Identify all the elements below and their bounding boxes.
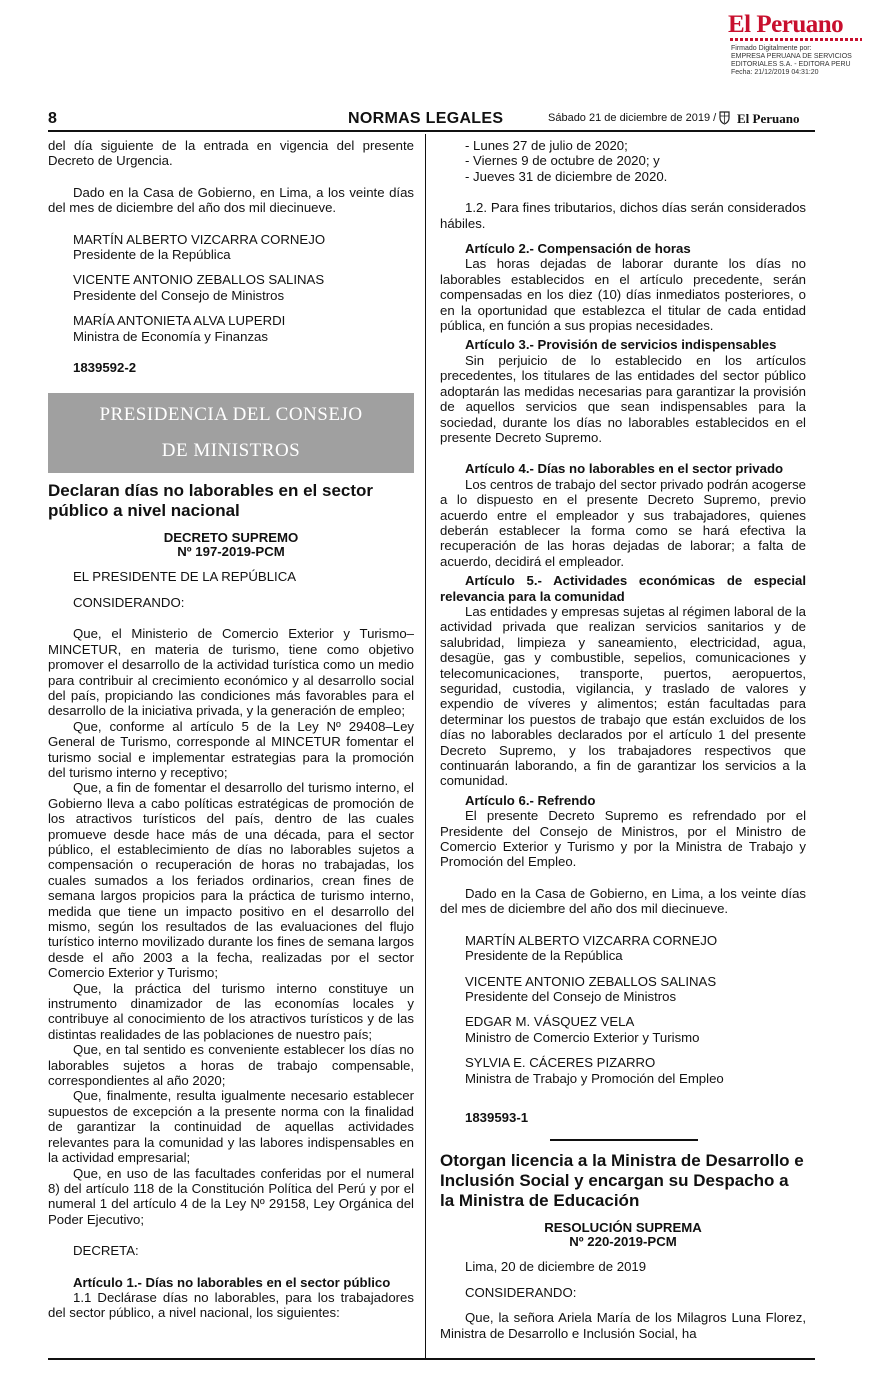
decree-heading — [48, 531, 414, 559]
signer-name: SYLVIA E. CÁCERES PIZARRO — [465, 1055, 656, 1071]
list-item: - Viernes 9 de octubre de 2020; y — [465, 153, 660, 169]
page-number: 8 — [48, 110, 57, 127]
signer-role: Ministro de Comercio Exterior y Turismo — [465, 1029, 700, 1045]
considering-heading: CONSIDERANDO: — [73, 594, 185, 610]
resolution-type: RESOLUCIÓN SUPREMA — [544, 1220, 702, 1236]
article-text: Las horas dejadas de laborar durante los días no laborables establecidos en el artículo precedente, serán compensadas en los diez (10) días inmediatos posteriores, o en la oportunidad que establezca el titular de cada entidad pública, en función a sus propias necesidades. — [440, 256, 806, 334]
article-title: Artículo 1.- Días no laborables en el sector público — [73, 1274, 391, 1290]
body-paragraph: Que, en tal sentido es conveniente establecer los días no laborables sujetos a horas de trabajo compensable, correspondientes al año 2020; — [48, 1042, 414, 1089]
body-paragraph: Que, a fin de fomentar el desarrollo del turismo interno, el Gobierno lleva a cabo políticas estratégicas de promoción de los atractivos turísticos del país, dentro de las cuales promueve desde hace más de una década, para el sector público, el establecimiento de días no laborables sujetos a compensación o recuperación de horas no trabajadas, los cuales sumados a los feriados ordinarios, crean fines de semana largos propicios para la práctica de turismo interno, medida que tiene un impacto positivo en el desarrollo del mismo, según los resultados de las evaluaciones del flujo turístico interno movilizado durante los fines de semana largos desde el año 2003 a la fecha, realizadas por el sector Comercio Exterior y Turismo; — [48, 780, 414, 981]
signer — [440, 1014, 806, 1045]
intro-paragraph: del día siguiente de la entrada en vigencia del presente Decreto de Urgencia. — [48, 138, 414, 169]
signature-line: Firmado Digitalmente por: — [731, 45, 812, 52]
place-date: Lima, 20 de diciembre de 2019 — [465, 1259, 647, 1275]
signer — [440, 974, 806, 1005]
signer — [48, 313, 414, 344]
body-paragraph: Que, conforme al artículo 5 de la Ley Nº 29408–Ley General de Turismo, corresponde al MINCETUR fomentar el turismo social e implementar estrategias para la promoción del turismo interno y receptivo; — [48, 718, 414, 780]
considering-heading: CONSIDERANDO: — [465, 1284, 577, 1300]
signer-name: MARTÍN ALBERTO VIZCARRA CORNEJO — [73, 231, 326, 247]
section-separator — [550, 1139, 698, 1141]
article-text: 1.1 Declárase días no laborables, para los trabajadores del sector público, a nivel nacional, los siguientes: — [48, 1289, 414, 1321]
body-paragraph: Que, la señora Ariela María de los Milagros Luna Florez, Ministra de Desarrollo e Inclusión Social, ha — [440, 1310, 806, 1341]
signers-block — [48, 232, 414, 344]
body-paragraph: Que, el Ministerio de Comercio Exterior y Turismo–MINCETUR, en materia de turismo, tiene como objetivo promover el desarrollo de la actividad turística como un medio para contribuir al crecimiento económico y al desarrollo social del país, propiciando las condiciones más favorables para el desarrollo de la iniciativa privada, y la generación de empleo; — [48, 626, 414, 719]
signer-name: VICENTE ANTONIO ZEBALLOS SALINAS — [465, 973, 717, 989]
logo-underline — [730, 38, 862, 41]
resolution-heading — [440, 1221, 806, 1249]
banner-line: DE MINISTROS — [161, 440, 301, 462]
article-title: Artículo 3.- Provisión de servicios indispensables — [465, 337, 777, 353]
decreta-heading: DECRETA: — [73, 1243, 139, 1259]
list-item: - Lunes 27 de julio de 2020; — [465, 138, 628, 153]
header-rule — [48, 130, 815, 132]
signer — [440, 933, 806, 964]
signer — [48, 232, 414, 263]
signature-line: EMPRESA PERUANA DE SERVICIOS — [731, 53, 852, 60]
body-paragraph: 1.2. Para fines tributarios, dichos días serán considerados hábiles. — [440, 200, 806, 231]
signer-role: Presidente del Consejo de Ministros — [73, 287, 285, 303]
issue-date: Sábado 21 de diciembre de 2019 / — [548, 112, 717, 124]
banner-line: PRESIDENCIA DEL CONSEJO — [99, 404, 363, 426]
signer-role: Ministra de Trabajo y Promoción del Empleo — [465, 1070, 724, 1086]
peru-coat-of-arms-icon — [717, 110, 732, 125]
signer — [440, 1055, 806, 1086]
article-text: El presente Decreto Supremo es refrendado por el Presidente del Consejo de Ministros, por el Ministro de Comercio Exterior y Turismo y por la Ministra de Trabajo y Promoción del Empleo. — [440, 808, 806, 870]
header-brand: El Peruano — [737, 111, 800, 126]
signer-role: Presidente de la República — [73, 247, 231, 263]
decree-type: DECRETO SUPREMO — [163, 530, 299, 546]
right-column — [440, 138, 806, 1341]
given-paragraph: Dado en la Casa de Gobierno, en Lima, a los veinte días del mes de diciembre del año dos mil diecinueve. — [48, 184, 414, 216]
signer-name: MARTÍN ALBERTO VIZCARRA CORNEJO — [465, 932, 718, 948]
signer-name: EDGAR M. VÁSQUEZ VELA — [465, 1014, 635, 1030]
norm-title: Otorgan licencia a la Ministra de Desarrollo e Inclusión Social y encargan su Despacho a la Ministra de Educación — [440, 1151, 804, 1211]
signature-line: EDITORIALES S.A. - EDITORA PERU — [731, 61, 851, 68]
section-banner — [48, 393, 414, 473]
article-title: Artículo 6.- Refrendo — [465, 792, 596, 808]
article-title: Artículo 5.- Actividades económicas de especial relevancia para la comunidad — [440, 573, 806, 604]
body-paragraph: Que, en uso de las facultades conferidas por el numeral 8) del artículo 118 de la Constitución Política del Perú y por el numeral 1 del artículo 4 de la Ley Nº 29158, Ley Orgánica del Poder Ejecutivo; — [48, 1165, 414, 1227]
signers-block — [440, 933, 806, 1086]
given-paragraph: Dado en la Casa de Gobierno, en Lima, a los veinte días del mes de diciembre del año dos mil diecinueve. — [440, 885, 806, 917]
norm-title: Declaran días no laborables en el sector público a nivel nacional — [48, 481, 374, 521]
el-peruano-logo: El Peruano — [728, 11, 844, 38]
document-code: 1839592-2 — [73, 360, 137, 376]
body-paragraph: Que, finalmente, resulta igualmente necesario establecer supuestos de excepción a la presente norma con la finalidad de garantizar la continuidad de aquellas actividades relevantes para la comunidad y las labores indispensables en la actividad empresarial; — [48, 1088, 414, 1166]
decree-number: Nº 197-2019-PCM — [177, 544, 285, 560]
document-code: 1839593-1 — [465, 1109, 529, 1125]
signer-name: VICENTE ANTONIO ZEBALLOS SALINAS — [73, 272, 325, 288]
digital-signature — [731, 45, 863, 77]
footer-rule — [48, 1358, 815, 1360]
signer-name: MARÍA ANTONIETA ALVA LUPERDI — [73, 313, 286, 329]
left-column — [48, 138, 414, 1321]
list-item: - Jueves 31 de diciembre de 2020. — [465, 168, 668, 184]
resolution-number: Nº 220-2019-PCM — [569, 1234, 677, 1250]
article-text: Las entidades y empresas sujetas al régimen laboral de la actividad privada que realizan servicios sanitarios y de salubridad, limpieza y saneamiento, electricidad, agua, desagüe, gas y combustible, sepelios, comunicaciones y telecomunicaciones, transporte, puertos, aeropuertos, seguridad, custodia, vigilancia, y traslado de valores y expendio de víveres y alimentos; están facultadas para determinar los puestos de trabajo que están excluidos de los días no laborables declarados por el artículo 1 del presente Decreto Supremo, y los trabajadores respectivos que continuarán laborando, a fin de garantizar los servicios a la comunidad. — [440, 603, 806, 789]
signer-role: Presidente de la República — [465, 948, 623, 964]
article-title: Artículo 4.- Días no laborables en el sector privado — [465, 461, 784, 477]
column-divider — [425, 134, 426, 1358]
signature-line: Fecha: 21/12/2019 04:31:20 — [731, 69, 819, 76]
article-title: Artículo 2.- Compensación de horas — [465, 241, 691, 257]
article-text: Sin perjuicio de lo establecido en los artículos precedentes, los titulares de las entidades del sector público adoptarán las medidas necesarias para garantizar la provisión de aquellos servicios que sean indispensables para la sociedad, durante los días no laborables establecidos en el presente Decreto Supremo. — [440, 352, 806, 445]
president-line: EL PRESIDENTE DE LA REPÚBLICA — [73, 569, 297, 585]
signer-role: Presidente del Consejo de Ministros — [465, 988, 677, 1004]
signer — [48, 272, 414, 303]
article-text: Los centros de trabajo del sector privado podrán acogerse a lo dispuesto en el presente Decreto Supremo, previo acuerdo entre el empleador y sus trabajadores, quienes deberán establecer la forma como se hará efectiva la recuperación de las horas dejadas de laborar; a falta de acuerdo, decidirá el empleador. — [440, 476, 806, 569]
section-name: NORMAS LEGALES — [348, 110, 504, 127]
body-paragraph: Que, la práctica del turismo interno constituye un instrumento dinamizador de las economías locales y contribuye al conocimiento de los atractivos turísticos y de las distintas realidades de las poblaciones de nuestro país; — [48, 980, 414, 1042]
signer-role: Ministra de Economía y Finanzas — [73, 328, 268, 344]
